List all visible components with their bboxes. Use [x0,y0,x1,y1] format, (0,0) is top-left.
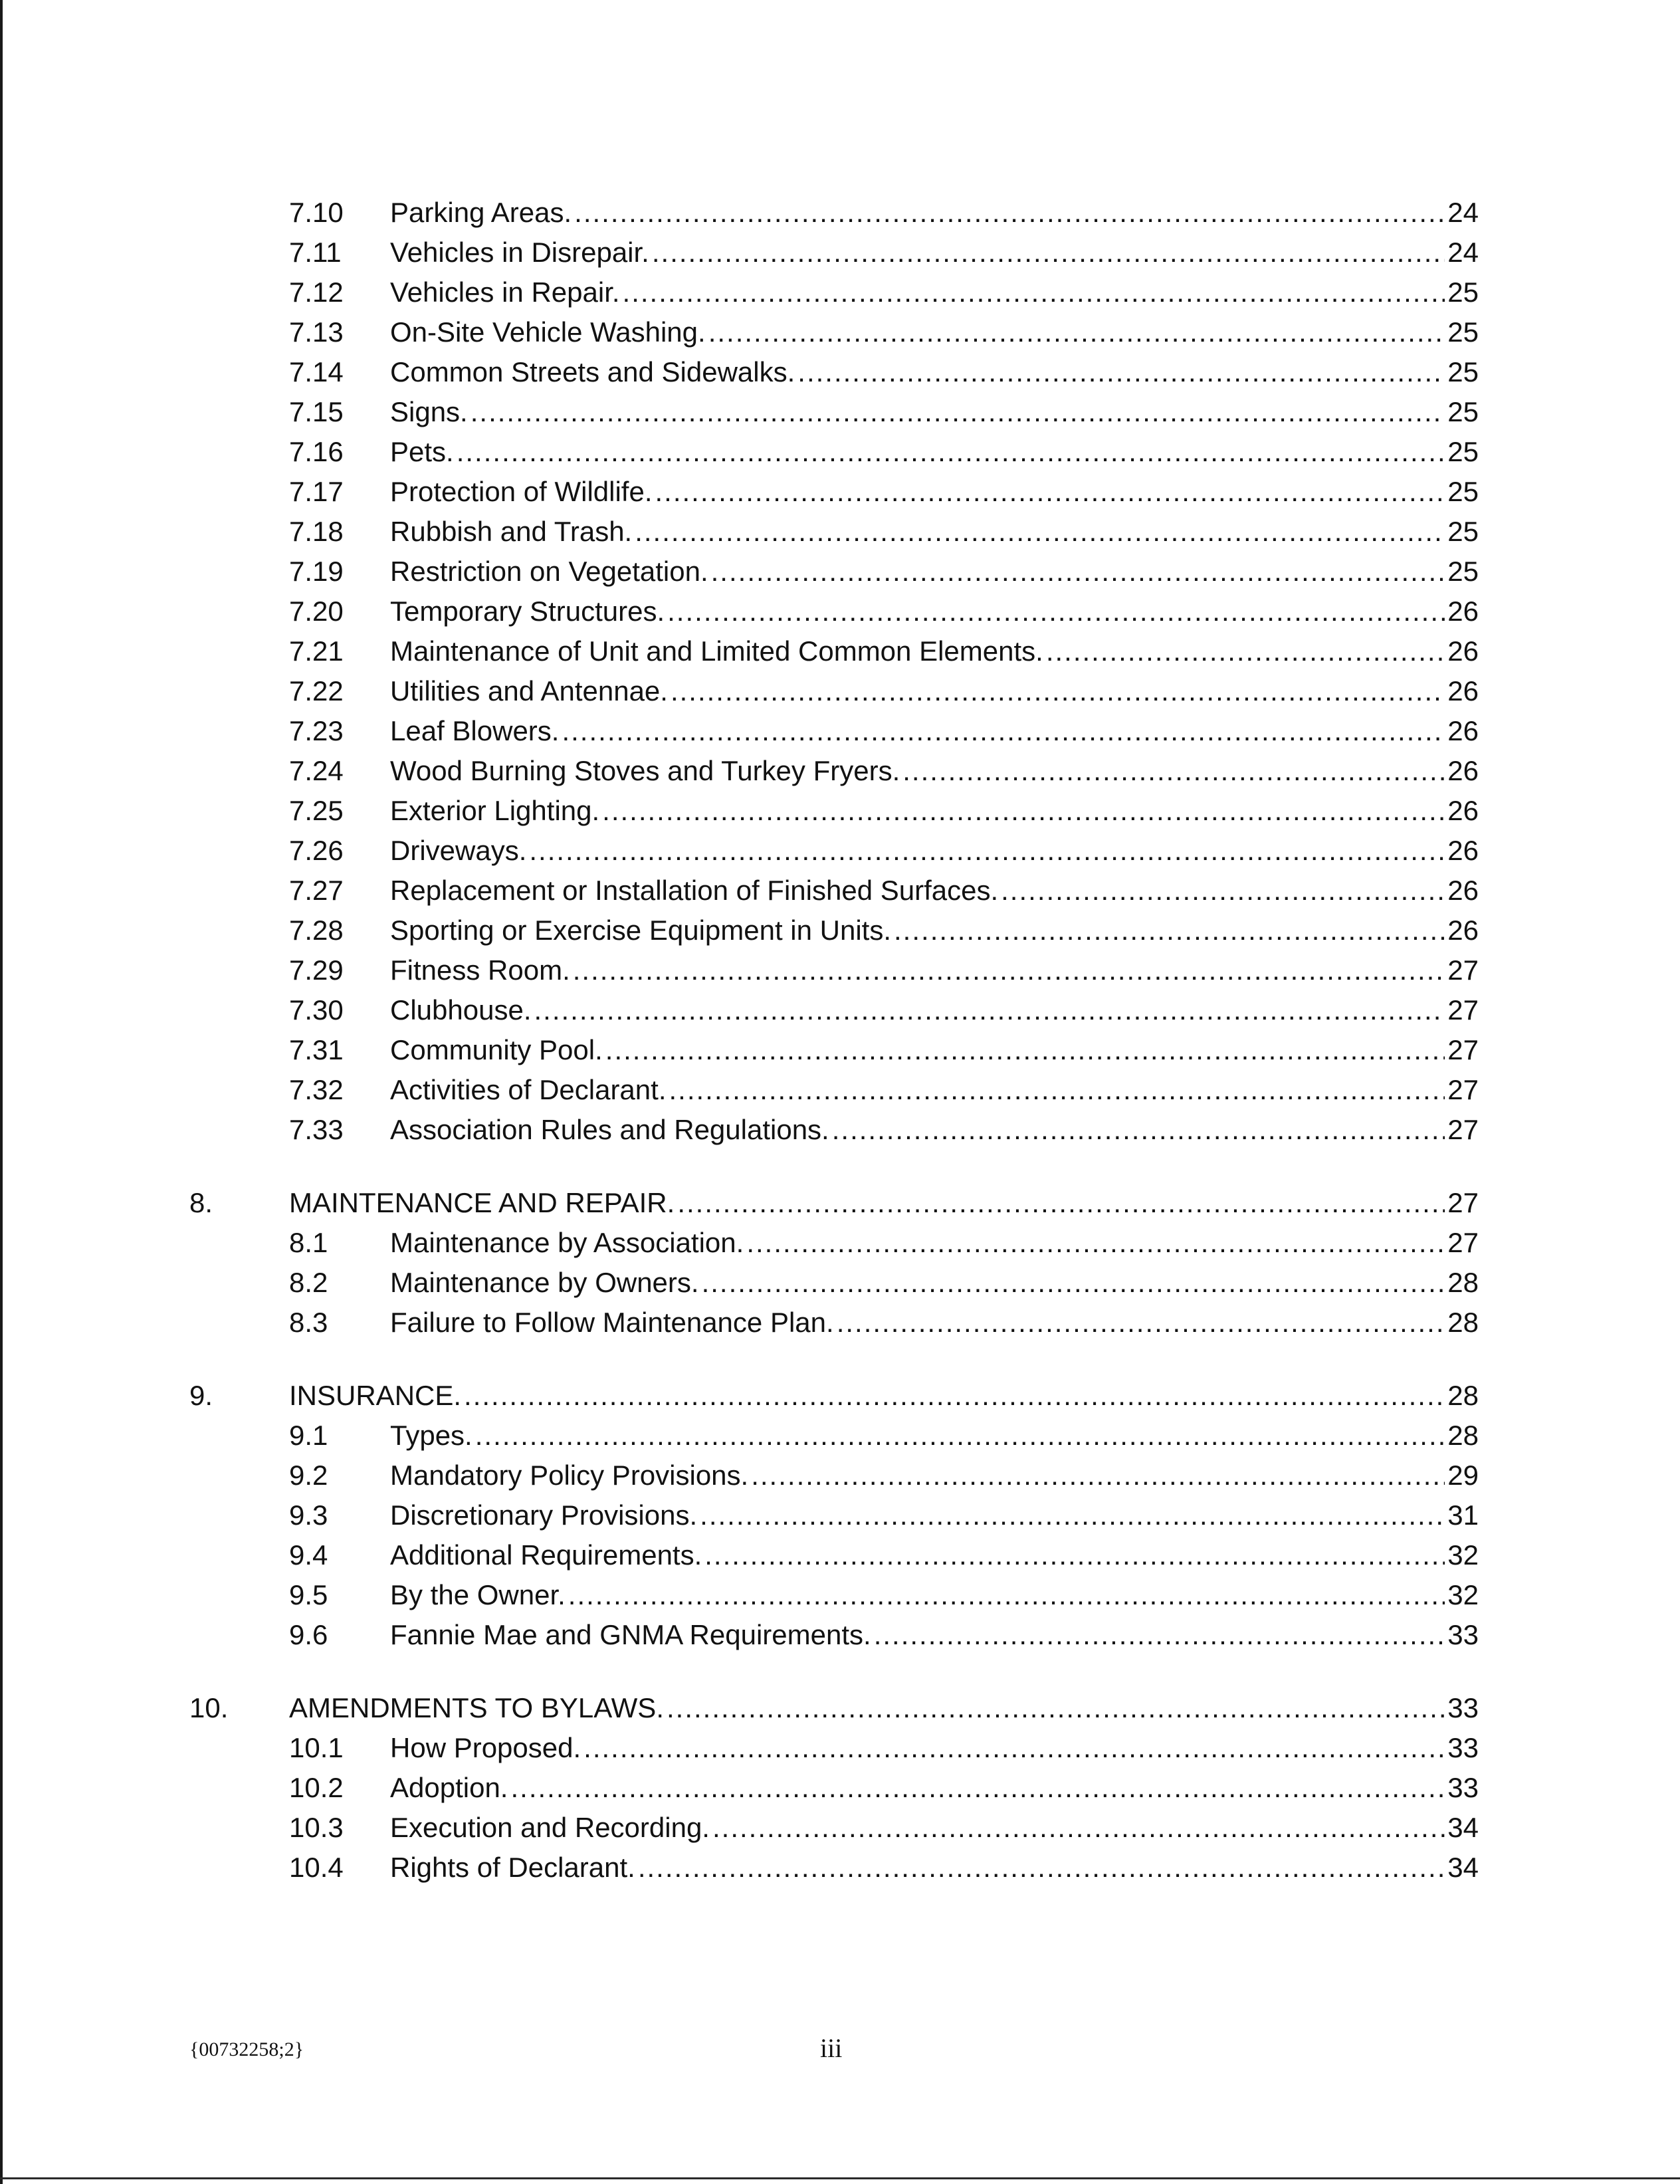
entry-number: 7.14 [289,356,344,387]
entry-page: 28 [1447,1420,1479,1451]
entry-page: 26 [1447,596,1479,627]
toc-entry [289,1808,1479,1848]
toc-entry [289,432,1479,472]
toc-entry [289,990,1479,1030]
entry-title: Additional Requirements. [390,1539,702,1571]
entry-title: Activities of Declarant. [390,1074,667,1105]
toc-entry [289,352,1479,392]
entry-title: Vehicles in Repair. [390,276,620,308]
entry-page: 25 [1447,276,1479,308]
entry-page: 32 [1447,1579,1479,1610]
entry-number: 7.29 [289,954,344,986]
dot-leader [529,831,1445,871]
entry-page: 26 [1447,715,1479,746]
entry-page: 26 [1447,675,1479,707]
toc-section-heading [189,1688,1479,1728]
toc-entry [289,1615,1479,1655]
entry-title: Clubhouse. [390,994,532,1026]
entry-number: 9.5 [289,1579,328,1610]
toc-entry [289,1070,1479,1110]
entry-title: Replacement or Installation of Finished Surfaces. [390,875,999,906]
dot-leader [574,193,1445,233]
entry-title: Signs. [390,396,468,427]
dot-leader [671,671,1445,711]
toc-entry [289,1030,1479,1070]
entry-title: Rubbish and Trash. [390,516,633,547]
section-title: MAINTENANCE AND REPAIR. [289,1187,675,1218]
page-number: iii [820,2033,843,2063]
entry-number: 7.23 [289,715,344,746]
dot-leader [667,592,1445,631]
toc-section-heading [189,1183,1479,1223]
entry-page: 33 [1447,1619,1479,1650]
section-number: 9. [189,1380,213,1411]
entry-number: 7.11 [289,237,342,268]
dot-leader [655,472,1445,512]
entry-number: 10.4 [289,1852,344,1883]
entry-page: 27 [1447,1074,1479,1105]
entry-title: On-Site Vehicle Washing. [390,316,706,348]
entry-number: 7.26 [289,835,344,866]
dot-leader [874,1615,1445,1655]
entry-page: 32 [1447,1539,1479,1571]
toc-entry [289,592,1479,631]
toc-entry [289,512,1479,552]
entry-page: 33 [1447,1692,1479,1723]
entry-page: 26 [1447,795,1479,826]
dot-leader [534,990,1445,1030]
entry-page: 26 [1447,755,1479,786]
entry-title: Mandatory Policy Provisions. [390,1460,749,1491]
dot-leader [1046,631,1445,671]
dot-leader [562,711,1445,751]
entry-title: Temporary Structures. [390,596,665,627]
entry-number: 9.6 [289,1619,328,1650]
dot-leader [711,552,1445,592]
entry-title: Exterior Lighting. [390,795,600,826]
dot-leader [894,911,1445,950]
entry-title: Fannie Mae and GNMA Requirements. [390,1619,871,1650]
toc-entry [289,1848,1479,1888]
entry-page: 25 [1447,516,1479,547]
toc-entry [289,1303,1479,1343]
dot-leader [832,1110,1445,1150]
dot-leader [510,1768,1445,1808]
dot-leader [669,1070,1445,1110]
dot-leader [700,1495,1445,1535]
toc-entry [289,911,1479,950]
entry-page: 25 [1447,556,1479,587]
dot-leader [751,1456,1445,1495]
entry-page: 25 [1447,436,1479,467]
entry-number: 7.10 [289,197,344,228]
entry-number: 7.15 [289,396,344,427]
toc-entry [289,831,1479,871]
entry-number: 9.2 [289,1460,328,1491]
entry-title: Maintenance of Unit and Limited Common Elements. [390,635,1043,667]
dot-leader [471,392,1445,432]
entry-page: 25 [1447,316,1479,348]
dot-leader [667,1688,1445,1728]
toc-entry [289,472,1479,512]
entry-number: 7.22 [289,675,344,707]
dot-leader [475,1416,1445,1456]
entry-title: Maintenance by Owners. [390,1267,699,1298]
dot-leader [583,1728,1445,1768]
dot-leader [457,432,1445,472]
toc-entry [289,1223,1479,1263]
entry-number: 10.1 [289,1732,344,1763]
entry-page: 25 [1447,396,1479,427]
entry-page: 25 [1447,476,1479,507]
section-title: INSURANCE. [289,1380,462,1411]
entry-title: Execution and Recording. [390,1812,710,1843]
document-id: {00732258;2} [189,2038,304,2060]
entry-page: 27 [1447,1034,1479,1065]
dot-leader [568,1575,1445,1615]
entry-page: 34 [1447,1812,1479,1843]
dot-leader [605,1030,1445,1070]
entry-page: 26 [1447,915,1479,946]
entry-page: 27 [1447,994,1479,1026]
scan-left-edge [0,0,3,2184]
entry-number: 7.18 [289,516,344,547]
toc-entry [289,671,1479,711]
dot-leader [902,751,1445,791]
dot-leader [708,312,1445,352]
toc-entry [289,233,1479,273]
toc-entry [289,711,1479,751]
entry-number: 7.24 [289,755,344,786]
entry-number: 9.1 [289,1420,328,1451]
entry-title: Community Pool. [390,1034,603,1065]
entry-number: 7.13 [289,316,344,348]
entry-title: Common Streets and Sidewalks. [390,356,795,387]
entry-number: 10.2 [289,1772,344,1803]
entry-number: 7.12 [289,276,344,308]
dot-leader [797,352,1445,392]
entry-number: 7.28 [289,915,344,946]
toc-entry [289,791,1479,831]
entry-title: Utilities and Antennae. [390,675,668,707]
dot-leader [712,1808,1445,1848]
scan-bottom-edge [0,2177,1680,2179]
entry-page: 24 [1447,197,1479,228]
entry-title: Maintenance by Association. [390,1227,744,1258]
entry-title: Restriction on Vegetation. [390,556,708,587]
dot-leader [638,1848,1445,1888]
dot-leader [746,1223,1445,1263]
dot-leader [635,512,1445,552]
toc-entry [289,1456,1479,1495]
entry-title: Rights of Declarant. [390,1852,635,1883]
entry-title: Adoption. [390,1772,508,1803]
toc-entry [289,751,1479,791]
entry-title: Fitness Room. [390,954,570,986]
entry-page: 26 [1447,875,1479,906]
entry-number: 7.30 [289,994,344,1026]
entry-title: Parking Areas. [390,197,572,228]
entry-page: 27 [1447,1227,1479,1258]
section-number: 8. [189,1187,213,1218]
entry-page: 28 [1447,1267,1479,1298]
toc-entry [289,273,1479,312]
entry-number: 7.31 [289,1034,344,1065]
toc-entry [289,1110,1479,1150]
entry-title: Driveways. [390,835,527,866]
dot-leader [677,1183,1445,1223]
entry-title: Leaf Blowers. [390,715,560,746]
toc-entry [289,1416,1479,1456]
entry-number: 7.27 [289,875,344,906]
toc-entry [289,1263,1479,1303]
dot-leader [702,1263,1445,1303]
entry-page: 29 [1447,1460,1479,1491]
dot-leader [602,791,1445,831]
dot-leader [1001,871,1445,911]
entry-number: 8.2 [289,1267,328,1298]
toc-entry [289,1495,1479,1535]
entry-title: Types. [390,1420,472,1451]
toc-entry [289,631,1479,671]
entry-number: 9.4 [289,1539,328,1571]
entry-number: 10.3 [289,1812,344,1843]
toc-entry [289,950,1479,990]
entry-title: How Proposed. [390,1732,581,1763]
entry-page: 27 [1447,1187,1479,1218]
entry-page: 33 [1447,1772,1479,1803]
entry-page: 26 [1447,635,1479,667]
toc-section-heading [189,1376,1479,1416]
toc-entry [289,1768,1479,1808]
entry-page: 26 [1447,835,1479,866]
entry-number: 7.33 [289,1114,344,1145]
entry-number: 7.20 [289,596,344,627]
dot-leader [464,1376,1445,1416]
entry-number: 7.16 [289,436,344,467]
entry-title: Vehicles in Disrepair. [390,237,649,268]
entry-page: 28 [1447,1380,1479,1411]
dot-leader [704,1535,1445,1575]
entry-title: By the Owner. [390,1579,566,1610]
entry-title: Sporting or Exercise Equipment in Units. [390,915,892,946]
toc-entry [289,552,1479,592]
entry-page: 27 [1447,954,1479,986]
toc-entry [289,1728,1479,1768]
toc-entry [289,1575,1479,1615]
entry-title: Protection of Wildlife. [390,476,653,507]
entry-title: Discretionary Provisions. [390,1499,698,1531]
entry-page: 34 [1447,1852,1479,1883]
entry-page: 24 [1447,237,1479,268]
entry-number: 7.32 [289,1074,344,1105]
dot-leader [652,233,1445,273]
entry-page: 28 [1447,1307,1479,1338]
entry-title: Association Rules and Regulations. [390,1114,829,1145]
toc-entry [289,312,1479,352]
toc-entry [289,193,1479,233]
entry-number: 7.19 [289,556,344,587]
entry-page: 25 [1447,356,1479,387]
entry-page: 27 [1447,1114,1479,1145]
entry-title: Wood Burning Stoves and Turkey Fryers. [390,755,900,786]
entry-number: 8.3 [289,1307,328,1338]
entry-page: 33 [1447,1732,1479,1763]
entry-number: 8.1 [289,1227,328,1258]
toc-entry [289,1535,1479,1575]
entry-number: 9.3 [289,1499,328,1531]
entry-number: 7.21 [289,635,344,667]
dot-leader [573,950,1445,990]
entry-number: 7.17 [289,476,344,507]
toc-entry [289,392,1479,432]
section-number: 10. [189,1692,229,1723]
toc-entry [289,871,1479,911]
section-title: AMENDMENTS TO BYLAWS. [289,1692,664,1723]
entry-page: 31 [1447,1499,1479,1531]
entry-title: Failure to Follow Maintenance Plan. [390,1307,834,1338]
dot-leader [623,273,1445,312]
entry-title: Pets. [390,436,454,467]
entry-number: 7.25 [289,795,344,826]
dot-leader [837,1303,1445,1343]
